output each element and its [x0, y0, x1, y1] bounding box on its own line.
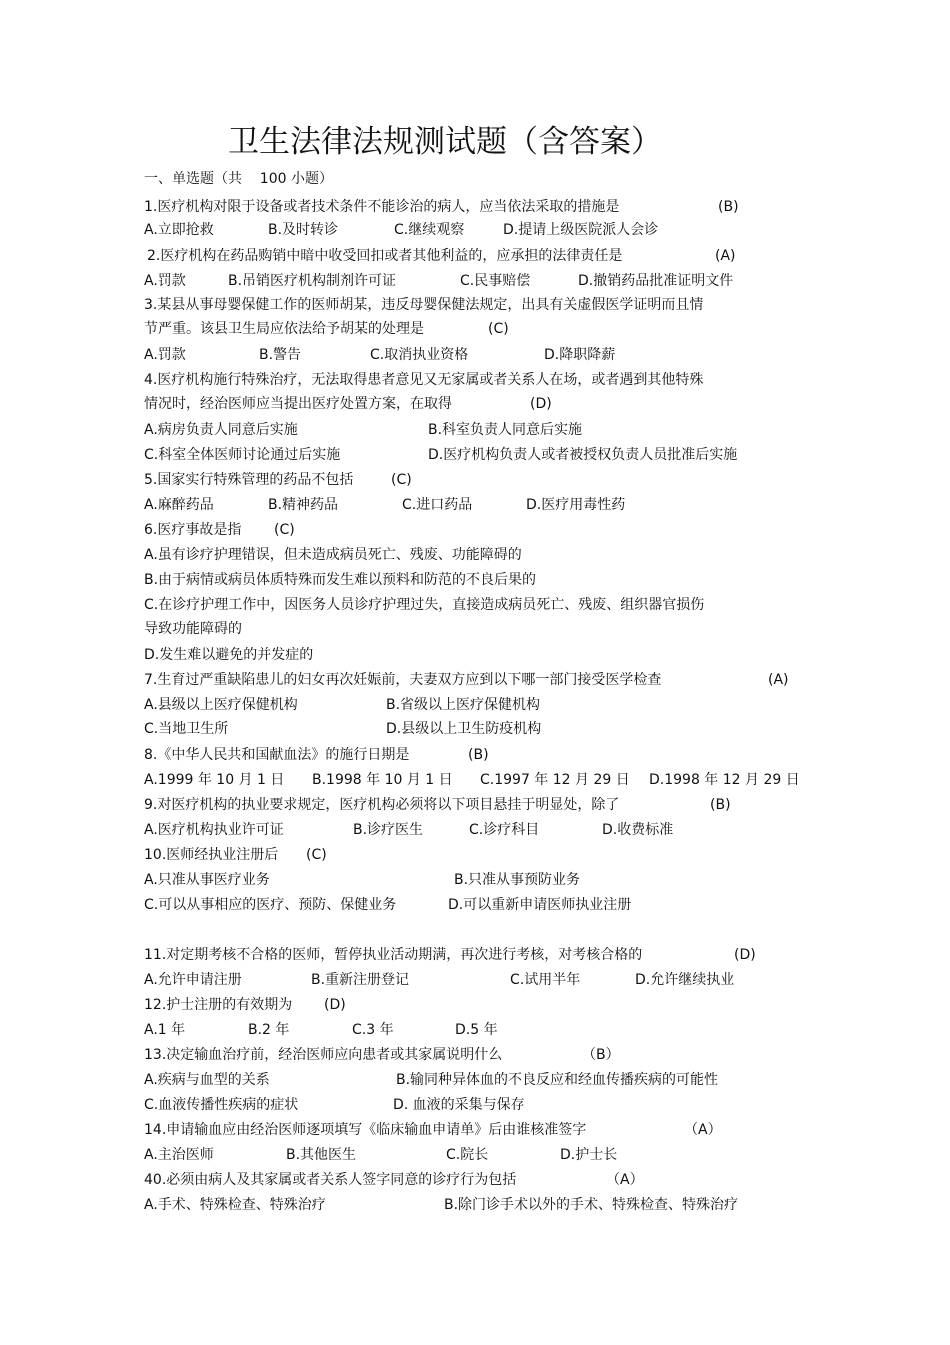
- option-d: D.收费标准: [602, 822, 674, 838]
- option-d: D.1998 年 12 月 29 日: [649, 772, 800, 788]
- question-stem: 5.国家实行特殊管理的药品不包括: [144, 472, 354, 488]
- answer-key: (D): [734, 947, 756, 963]
- option-a: A.立即抢救: [144, 222, 214, 238]
- option-b: B.科室负责人同意后实施: [428, 422, 583, 438]
- answer-key: (C): [488, 321, 509, 337]
- section-heading: 一、单选题（共 100 小题）: [144, 171, 333, 187]
- option-a: A.罚款: [144, 347, 186, 363]
- option-b: B.省级以上医疗保健机构: [386, 697, 541, 713]
- option-b: B.1998 年 10 月 1 日: [312, 772, 453, 788]
- question-stem: 2.医疗机构在药品购销中暗中收受回扣或者其他利益的，应承担的法律责任是: [147, 248, 623, 264]
- option-c: C.在诊疗护理工作中，因医务人员诊疗护理过失，直接造成病员死亡、残废、组织器官损伤: [144, 597, 705, 613]
- option-a: A.1 年: [144, 1022, 186, 1038]
- option-c: C.科室全体医师讨论通过后实施: [144, 447, 341, 463]
- option-d: D.医疗用毒性药: [526, 497, 626, 513]
- option-a: A.手术、特殊检查、特殊治疗: [144, 1197, 326, 1213]
- answer-key: (B): [710, 797, 731, 813]
- page-title: 卫生法律法规测试题（含答案）: [228, 124, 662, 160]
- option-b: B.重新注册登记: [311, 972, 410, 988]
- option-c: C.诊疗科目: [469, 822, 540, 838]
- question-stem: 4.医疗机构施行特殊治疗，无法取得患者意见又无家属或者关系人在场，或者遇到其他特殊: [144, 372, 704, 388]
- question-stem: 1.医疗机构对限于设备或者技术条件不能诊治的病人，应当依法采取的措施是: [144, 199, 620, 215]
- option-d: D.提请上级医院派人会诊: [503, 222, 659, 238]
- option-b: B.吊销医疗机构制剂许可证: [228, 273, 397, 289]
- option-c: C.民事赔偿: [460, 273, 531, 289]
- option-c: C.院长: [446, 1147, 489, 1163]
- option-b: B.诊疗医生: [353, 822, 424, 838]
- option-d: D. 血液的采集与保存: [393, 1097, 525, 1113]
- question-stem: 3.某县从事母婴保健工作的医师胡某，违反母婴保健法规定，出具有关虚假医学证明而且情: [144, 297, 704, 313]
- option-b: B.由于病情或病员体质特殊而发生难以预料和防范的不良后果的: [144, 572, 537, 588]
- option-a: A.疾病与血型的关系: [144, 1072, 270, 1088]
- option-b: B.2 年: [248, 1022, 290, 1038]
- answer-key: (A): [715, 248, 736, 264]
- answer-key: (B): [718, 199, 739, 215]
- option-d: D.撤销药品批准证明文件: [578, 273, 734, 289]
- answer-key: (C): [306, 847, 327, 863]
- question-stem-cont: 节严重。该县卫生局应依法给予胡某的处理是: [144, 321, 424, 337]
- option-c: C.3 年: [352, 1022, 394, 1038]
- answer-key: (C): [391, 472, 412, 488]
- answer-key: (D): [530, 396, 552, 412]
- option-c: C.血液传播性疾病的症状: [144, 1097, 299, 1113]
- option-b: B.其他医生: [286, 1147, 357, 1163]
- option-a: A.医疗机构执业许可证: [144, 822, 284, 838]
- option-d: D.5 年: [455, 1022, 498, 1038]
- question-stem: 12.护士注册的有效期为: [144, 997, 293, 1013]
- option-b: B.警告: [259, 347, 302, 363]
- option-c: C.继续观察: [394, 222, 465, 238]
- answer-key: (D): [324, 997, 346, 1013]
- option-a: A.1999 年 10 月 1 日: [144, 772, 285, 788]
- option-c: C.当地卫生所: [144, 721, 229, 737]
- option-d: D.降职降薪: [544, 347, 616, 363]
- option-c: C.试用半年: [510, 972, 581, 988]
- question-stem-cont: 情况时，经治医师应当提出医疗处置方案，在取得: [144, 396, 452, 412]
- question-stem: 8.《中华人民共和国献血法》的施行日期是: [144, 747, 410, 763]
- answer-key: （B）: [582, 1047, 620, 1063]
- option-b: B.除门诊手术以外的手术、特殊检查、特殊治疗: [444, 1197, 739, 1213]
- option-a: A.麻醉药品: [144, 497, 214, 513]
- option-a: A.主治医师: [144, 1147, 214, 1163]
- option-c: C.可以从事相应的医疗、预防、保健业务: [144, 897, 397, 913]
- option-b: B.输同种异体血的不良反应和经血传播疾病的可能性: [396, 1072, 719, 1088]
- option-a: A.允许申请注册: [144, 972, 242, 988]
- question-stem: 13.决定输血治疗前，经治医师应向患者或其家属说明什么: [144, 1047, 503, 1063]
- option-d: D.县级以上卫生防疫机构: [386, 721, 542, 737]
- option-a: A.病房负责人同意后实施: [144, 422, 298, 438]
- question-stem: 40.必须由病人及其家属或者关系人签字同意的诊疗行为包括: [144, 1172, 517, 1188]
- answer-key: （A）: [684, 1122, 722, 1138]
- answer-key: (B): [468, 747, 489, 763]
- question-stem: 10.医师经执业注册后: [144, 847, 279, 863]
- option-c: C.取消执业资格: [370, 347, 469, 363]
- question-stem: 6.医疗事故是指: [144, 522, 242, 538]
- option-c: C.进口药品: [402, 497, 473, 513]
- question-stem: 11.对定期考核不合格的医师，暂停执业活动期满，再次进行考核，对考核合格的: [144, 947, 643, 963]
- option-d: D.可以重新申请医师执业注册: [448, 897, 632, 913]
- answer-key: (C): [274, 522, 295, 538]
- option-a: A.罚款: [144, 273, 186, 289]
- option-a: A.只准从事医疗业务: [144, 872, 270, 888]
- question-stem: 9.对医疗机构的执业要求规定，医疗机构必须将以下项目悬挂于明显处，除了: [144, 797, 620, 813]
- option-c: C.1997 年 12 月 29 日: [480, 772, 630, 788]
- option-d: D.发生难以避免的并发症的: [144, 647, 314, 663]
- option-a: A.虽有诊疗护理错误，但未造成病员死亡、残废、功能障碍的: [144, 547, 522, 563]
- answer-key: (A): [768, 672, 789, 688]
- option-b: B.只准从事预防业务: [454, 872, 581, 888]
- option-d: D.医疗机构负责人或者被授权负责人员批准后实施: [428, 447, 738, 463]
- option-d: D.允许继续执业: [635, 972, 735, 988]
- option-d: D.护士长: [560, 1147, 618, 1163]
- question-stem: 7.生育过严重缺陷患儿的妇女再次妊娠前，夫妻双方应到以下哪一部门接受医学检查: [144, 672, 662, 688]
- option-c-cont: 导致功能障碍的: [144, 621, 242, 637]
- option-a: A.县级以上医疗保健机构: [144, 697, 298, 713]
- question-stem: 14.申请输血应由经治医师逐项填写《临床输血申请单》后由谁核准签字: [144, 1122, 587, 1138]
- answer-key: （A）: [606, 1172, 644, 1188]
- option-b: B.精神药品: [268, 497, 339, 513]
- option-b: B.及时转诊: [268, 222, 339, 238]
